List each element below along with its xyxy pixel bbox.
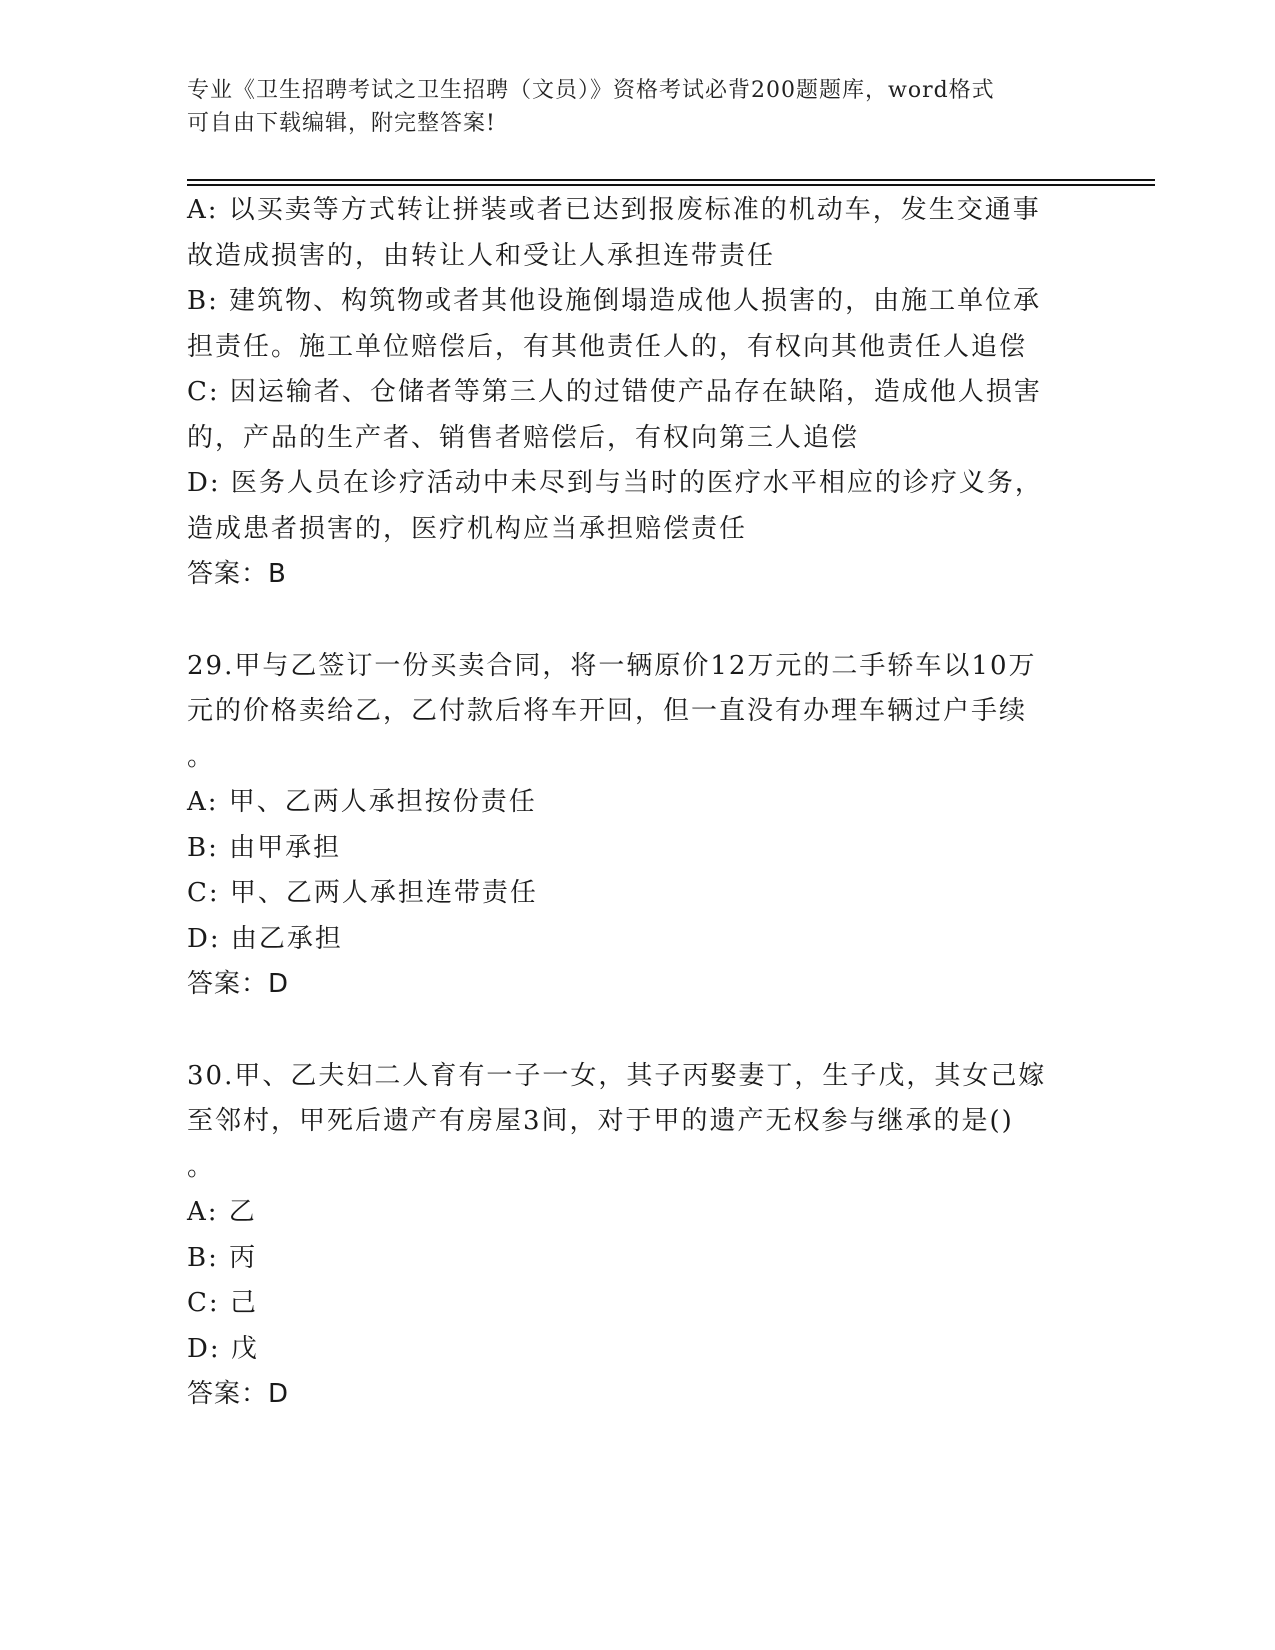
question-30 [187,1054,1087,1418]
question-29 [187,644,1087,1008]
question-stem-line: 30.甲、乙夫妇二人育有一子一女，其子丙娶妻丁，生子戊，其女己嫁 [187,1060,1047,1091]
answer-label: 答案：B [187,559,287,589]
question-spacer [187,598,1087,644]
question-stem-line: 至邻村，甲死后遗产有房屋3间，对于甲的遗产无权参与继承的是() [187,1106,1014,1136]
option-d [187,461,1087,552]
option-b: B: 丙 [187,1242,258,1273]
option-text-line: 造成患者损害的，医疗机构应当承担赔偿责任 [187,513,748,544]
option-text-line: 担责任。施工单位赔偿后，有其他责任人的，有权向其他责任人追偿 [187,331,1028,362]
question-stem-line: 。 [187,1151,216,1182]
option-b [187,279,1087,370]
header-divider-bottom [187,184,1155,186]
option-text-line: A: 以买卖等方式转让拼装或者已达到报废标准的机动车，发生交通事 [187,195,1041,225]
answer-label: 答案：D [187,969,290,999]
header-line-1: 专业《卫生招聘考试之卫生招聘（文员）》资格考试必背200题题库，word格式 [187,78,995,103]
option-text-line: 故造成损害的，由转让人和受让人承担连带责任 [187,240,776,271]
option-a: A: 乙 [187,1197,257,1227]
option-a [187,188,1087,279]
option-c: C: 己 [187,1288,258,1318]
option-text-line: D: 医务人员在诊疗活动中未尽到与当时的医疗水平相应的诊疗义务， [187,468,1043,498]
header-divider-top [187,179,1155,181]
option-c: C: 甲、乙两人承担连带责任 [187,878,538,908]
option-b: B: 由甲承担 [187,832,342,863]
document-header [187,74,1067,140]
option-text-line: C: 因运输者、仓储者等第三人的过错使产品存在缺陷，造成他人损害 [187,377,1042,407]
header-line-2: 可自由下载编辑，附完整答案! [187,111,496,136]
question-stem-line: 元的价格卖给乙，乙付款后将车开回，但一直没有办理车辆过户手续 [187,696,1028,726]
question-spacer [187,1008,1087,1054]
option-text-line: B: 建筑物、构筑物或者其他设施倒塌造成他人损害的，由施工单位承 [187,286,1042,316]
question-stem-line: 29.甲与乙签订一份买卖合同，将一辆原价12万元的二手轿车以10万 [187,650,1037,681]
option-d: D: 戊 [187,1333,259,1364]
option-c [187,370,1087,461]
option-d: D: 由乙承担 [187,923,343,954]
answer-label: 答案：D [187,1379,290,1409]
option-text-line: 的，产品的生产者、销售者赔偿后，有权向第三人追偿 [187,422,860,453]
question-content [187,188,1087,1418]
question-stem-line: 。 [187,741,216,772]
option-a: A: 甲、乙两人承担按份责任 [187,787,537,817]
question-28 [187,188,1087,598]
